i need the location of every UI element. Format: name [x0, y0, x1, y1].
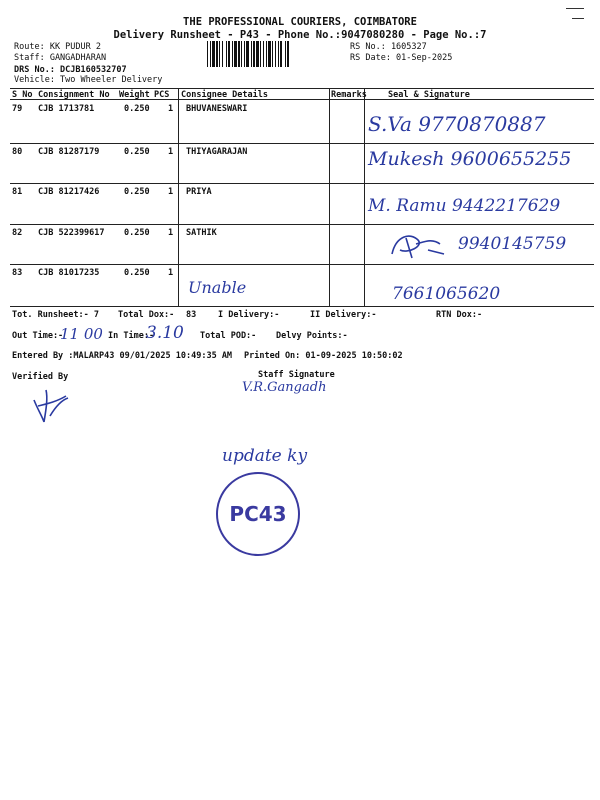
- ii-delivery: II Delivery:-: [310, 310, 377, 320]
- row-weight: 0.250: [124, 104, 150, 114]
- drs-number: DRS No.: DCJB160532707: [14, 65, 127, 75]
- update-note: update ky: [222, 446, 308, 466]
- row-pcs: 1: [168, 104, 174, 114]
- handwritten-signature: S.Va 9770870887: [368, 112, 546, 136]
- row-consignee: THIYAGARAJAN: [186, 147, 248, 157]
- i-delivery: I Delivery:-: [218, 310, 280, 320]
- runsheet-subtitle: Delivery Runsheet - P43 - Phone No.:9047080280 - Page No.:7: [113, 29, 487, 41]
- delvy-points: Delvy Points:-: [276, 331, 348, 341]
- row-weight: 0.250: [124, 228, 150, 238]
- printed-on: Printed On: 01-09-2025 10:50:02: [244, 351, 403, 361]
- staff-label: Staff: GANGADHARAN: [14, 53, 107, 63]
- in-time-label: In Time:-: [108, 331, 155, 341]
- row-consignee: PRIYA: [186, 187, 212, 197]
- col-header-sno: S No: [12, 90, 33, 100]
- total-dox-label: Total Dox:-: [118, 310, 175, 320]
- row-pcs: 1: [168, 187, 174, 197]
- handwritten-signature: M. Ramu 9442217629: [368, 196, 561, 216]
- table-top-border: [10, 88, 594, 89]
- row-sno: 80: [12, 147, 23, 157]
- handwritten-signature: Mukesh 9600655255: [368, 148, 572, 170]
- rtn-dox: RTN Dox:-: [436, 310, 483, 320]
- verifier-signature: [28, 386, 72, 426]
- handwritten-signature: 7661065620: [392, 284, 501, 304]
- out-time-value: 11 00: [60, 325, 103, 343]
- row-weight: 0.250: [124, 147, 150, 157]
- col-header-consignee: Consignee Details: [181, 90, 268, 100]
- pc43-stamp: [216, 472, 300, 556]
- col-header-remarks: Remarks: [331, 90, 367, 100]
- row-pcs: 1: [168, 147, 174, 157]
- row-divider: [10, 183, 594, 184]
- barcode: [207, 41, 346, 67]
- row-sno: 82: [12, 228, 23, 238]
- in-time-value: 3.10: [146, 323, 184, 343]
- row-consignment: CJB 1713781: [38, 104, 95, 114]
- verified-by: Verified By: [12, 372, 69, 382]
- row-pcs: 1: [168, 268, 174, 278]
- column-divider: [178, 88, 179, 306]
- out-time-label: Out Time:-: [12, 331, 64, 341]
- total-dox-value: 83: [186, 310, 197, 320]
- company-title: THE PROFESSIONAL COURIERS, COIMBATORE: [183, 16, 417, 28]
- column-divider: [364, 88, 365, 306]
- column-divider: [329, 88, 330, 306]
- entered-by: Entered By :MALARP43 09/01/2025 10:49:35 AM: [12, 351, 233, 361]
- route-label: Route: KK PUDUR 2: [14, 42, 101, 52]
- col-header-pcs: PCS: [154, 90, 170, 100]
- row-consignment: CJB 81017235: [38, 268, 100, 278]
- row-consignment: CJB 522399617: [38, 228, 105, 238]
- row-sno: 79: [12, 104, 23, 114]
- rs-date: RS Date: 01-Sep-2025: [350, 53, 453, 63]
- stamp-text: PC43: [229, 502, 287, 526]
- staff-signature-handwriting: V.R.Gangadh: [242, 380, 327, 395]
- table-bottom-border: [10, 306, 594, 307]
- handwritten-signature-scribble: [388, 228, 448, 262]
- col-header-signature: Seal & Signature: [388, 90, 470, 100]
- corner-mark: [566, 8, 584, 9]
- total-pod: Total POD:-: [200, 331, 257, 341]
- row-sno: 83: [12, 268, 23, 278]
- col-header-weight: Weight: [119, 90, 150, 100]
- row-weight: 0.250: [124, 268, 150, 278]
- vehicle-label: Vehicle: Two Wheeler Delivery: [14, 75, 163, 85]
- row-sno: 81: [12, 187, 23, 197]
- row-divider: [10, 143, 594, 144]
- handwritten-phone: 9940145759: [458, 234, 567, 254]
- staff-signature-label: Staff Signature: [258, 370, 335, 380]
- row-pcs: 1: [168, 228, 174, 238]
- tot-runsheet: Tot. Runsheet:- 7: [12, 310, 99, 320]
- row-consignment: CJB 81287179: [38, 147, 100, 157]
- rs-number: RS No.: 1605327: [350, 42, 427, 52]
- row-consignee: BHUVANESWARI: [186, 104, 248, 114]
- row-consignment: CJB 81217426: [38, 187, 100, 197]
- row-divider: [10, 224, 594, 225]
- row-consignee: SATHIK: [186, 228, 217, 238]
- col-header-consignment: Consignment No: [38, 90, 110, 100]
- handwritten-remark: Unable: [188, 278, 247, 297]
- row-divider: [10, 264, 594, 265]
- row-weight: 0.250: [124, 187, 150, 197]
